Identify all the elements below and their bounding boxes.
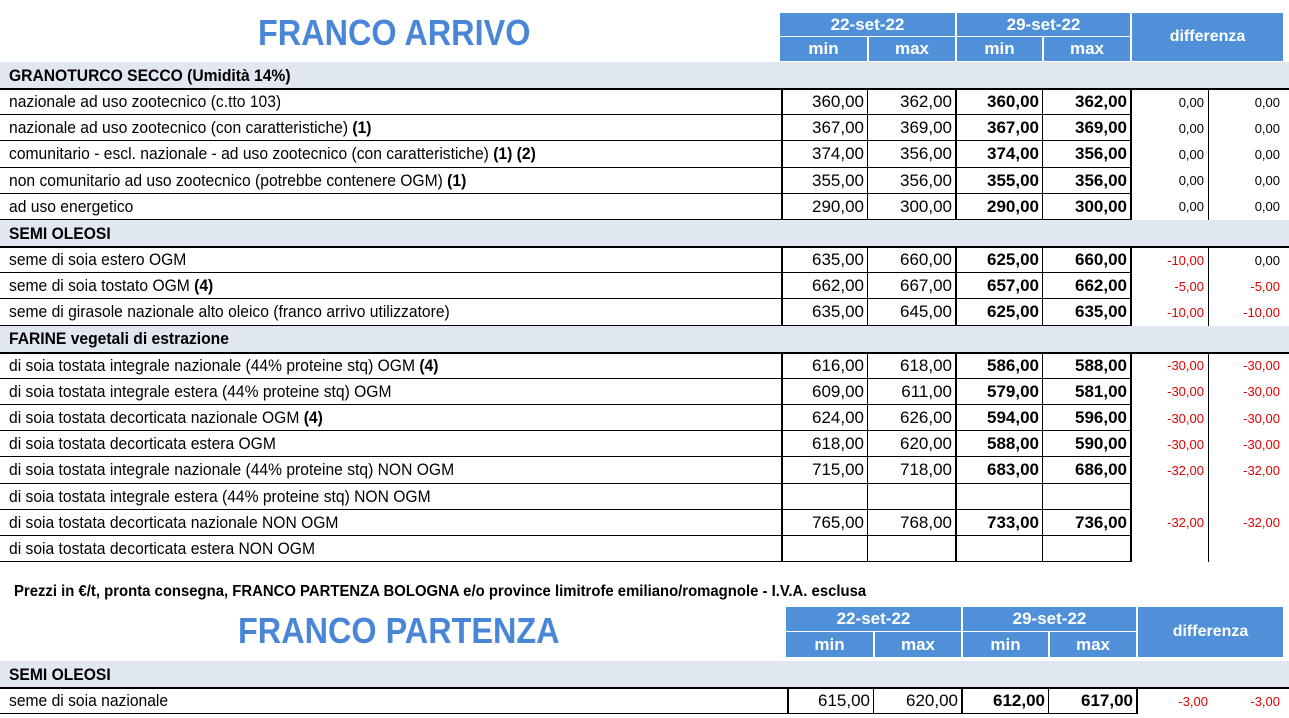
table-row bbox=[0, 688, 1289, 714]
value-diff-max: 0,00 bbox=[1254, 199, 1280, 215]
column-divider bbox=[1042, 299, 1043, 325]
value-min-curr: 594,00 bbox=[987, 408, 1039, 428]
value-max-prev bbox=[869, 484, 955, 510]
value-max-prev: 645,00 bbox=[900, 302, 952, 322]
value-max-prev: 620,00 bbox=[900, 434, 952, 454]
column-divider bbox=[955, 273, 957, 299]
value-min-curr: 290,00 bbox=[987, 196, 1039, 216]
column-divider bbox=[1042, 405, 1043, 431]
value-diff-min: -32,00 bbox=[1167, 462, 1204, 478]
row-label bbox=[9, 353, 438, 379]
value-min-prev: 715,00 bbox=[812, 460, 864, 480]
value-diff-max: -10,00 bbox=[1243, 304, 1280, 320]
value-diff-max: -30,00 bbox=[1243, 384, 1280, 400]
value-max-prev: 300,00 bbox=[900, 196, 952, 216]
value-max-prev: 626,00 bbox=[900, 408, 952, 428]
value-min-prev: 624,00 bbox=[812, 408, 864, 428]
column-divider bbox=[955, 141, 957, 167]
column-divider bbox=[1208, 405, 1209, 431]
column-divider bbox=[867, 353, 868, 379]
column-divider bbox=[955, 510, 957, 536]
column-divider bbox=[867, 405, 868, 431]
column-divider bbox=[1130, 353, 1132, 379]
value-max-prev: 369,00 bbox=[900, 118, 952, 138]
value-max-curr: 596,00 bbox=[1075, 408, 1127, 428]
value-diff-min: 0,00 bbox=[1178, 199, 1204, 215]
column-divider bbox=[867, 431, 868, 457]
value-diff-min: 0,00 bbox=[1178, 120, 1204, 136]
value-max-curr: 300,00 bbox=[1075, 196, 1127, 216]
table-row bbox=[0, 353, 1289, 379]
column-divider bbox=[1130, 379, 1132, 405]
column-divider bbox=[867, 457, 868, 483]
table-row bbox=[0, 168, 1289, 194]
column-divider bbox=[1130, 299, 1132, 325]
value-min-curr: 367,00 bbox=[987, 118, 1039, 138]
value-min-curr: 683,00 bbox=[987, 460, 1039, 480]
column-divider bbox=[1208, 89, 1209, 115]
value-min-prev: 618,00 bbox=[812, 434, 864, 454]
value-diff-min: 0,00 bbox=[1178, 173, 1204, 189]
value-max-prev: 768,00 bbox=[900, 512, 952, 532]
row-label-text: seme di soia estero OGM bbox=[9, 250, 187, 270]
value-max-prev: 611,00 bbox=[901, 381, 952, 401]
column-divider bbox=[781, 247, 783, 273]
value-diff-min: -10,00 bbox=[1167, 252, 1204, 268]
column-divider bbox=[1208, 194, 1209, 220]
row-label-text: di soia tostata integrale nazionale (44% proteine stq) OGM bbox=[9, 355, 420, 375]
column-divider bbox=[955, 405, 957, 431]
arrivo-date-2: 29-set-22 bbox=[955, 13, 1130, 37]
column-divider bbox=[1042, 457, 1043, 483]
table-row bbox=[0, 115, 1289, 141]
value-diff-min: -30,00 bbox=[1167, 410, 1204, 426]
column-divider bbox=[781, 536, 783, 562]
row-label bbox=[9, 405, 323, 431]
value-min-prev: 360,00 bbox=[812, 92, 864, 112]
column-divider bbox=[781, 141, 783, 167]
column-divider bbox=[1130, 115, 1132, 141]
column-divider bbox=[1042, 484, 1043, 510]
row-label-text: di soia tostata decorticata estera OGM bbox=[9, 434, 276, 454]
column-divider bbox=[867, 194, 868, 220]
price-note: Prezzi in €/t, pronta consegna, FRANCO PARTENZA BOLOGNA e/o province limitrofe emiliano/romagnole - I.V.A. esclusa bbox=[14, 583, 867, 600]
value-min-curr: 657,00 bbox=[987, 276, 1039, 296]
row-label-text: di soia tostata integrale estera (44% proteine stq) OGM bbox=[9, 381, 392, 401]
value-min-curr bbox=[958, 536, 1042, 562]
row-label bbox=[9, 168, 466, 194]
row-label-text: seme di soia nazionale bbox=[9, 691, 169, 710]
value-max-prev: 667,00 bbox=[900, 276, 952, 296]
value-min-prev: 615,00 bbox=[818, 691, 870, 710]
column-divider bbox=[955, 431, 957, 457]
arrivo-diff-header: differenza bbox=[1130, 13, 1283, 61]
row-label bbox=[9, 141, 536, 167]
arrivo-title: FRANCO ARRIVO bbox=[258, 12, 531, 53]
column-divider bbox=[1130, 431, 1132, 457]
partenza-min-1: min bbox=[786, 632, 873, 657]
column-divider bbox=[1208, 457, 1209, 483]
value-diff-min: -5,00 bbox=[1174, 278, 1204, 294]
column-divider bbox=[1208, 379, 1209, 405]
value-min-curr: 586,00 bbox=[987, 355, 1039, 375]
value-diff-min: -30,00 bbox=[1167, 436, 1204, 452]
value-diff-max bbox=[1210, 536, 1283, 562]
column-divider bbox=[1130, 273, 1132, 299]
value-min-prev: 290,00 bbox=[812, 196, 864, 216]
value-max-curr: 590,00 bbox=[1075, 434, 1127, 454]
arrivo-min-2: min bbox=[955, 37, 1042, 61]
value-min-prev: 635,00 bbox=[812, 250, 864, 270]
table-row bbox=[0, 431, 1289, 457]
value-diff-max: 0,00 bbox=[1254, 173, 1280, 189]
column-divider bbox=[1208, 510, 1209, 536]
value-max-curr: 635,00 bbox=[1075, 302, 1127, 322]
section-header bbox=[0, 220, 1289, 247]
value-diff-min: 0,00 bbox=[1178, 94, 1204, 110]
value-max-prev: 356,00 bbox=[900, 170, 952, 190]
column-divider bbox=[961, 688, 963, 714]
column-divider bbox=[781, 353, 783, 379]
value-diff-min: -30,00 bbox=[1167, 358, 1204, 374]
value-max-prev: 718,00 bbox=[900, 460, 952, 480]
column-divider bbox=[1048, 688, 1049, 714]
row-label-text: nazionale ad uso zootecnico (c.tto 103) bbox=[9, 92, 282, 112]
row-label bbox=[9, 431, 276, 457]
column-divider bbox=[1130, 536, 1132, 562]
value-max-prev bbox=[869, 536, 955, 562]
table-row bbox=[0, 299, 1289, 325]
column-divider bbox=[781, 510, 783, 536]
value-max-prev: 620,00 bbox=[906, 691, 958, 710]
value-min-prev: 609,00 bbox=[812, 381, 864, 401]
column-divider bbox=[873, 688, 874, 714]
value-diff-min bbox=[1132, 536, 1207, 562]
value-min-prev: 355,00 bbox=[812, 170, 864, 190]
value-max-curr: 686,00 bbox=[1075, 460, 1127, 480]
row-label-text: di soia tostata integrale estera (44% proteine stq) NON OGM bbox=[9, 486, 431, 506]
column-divider bbox=[1208, 353, 1209, 379]
section-title: SEMI OLEOSI bbox=[9, 664, 111, 684]
column-divider bbox=[867, 89, 868, 115]
row-footnote: (4) bbox=[419, 355, 439, 375]
value-max-curr: 617,00 bbox=[1081, 691, 1133, 710]
value-min-prev: 662,00 bbox=[812, 276, 864, 296]
row-label bbox=[9, 273, 213, 299]
value-min-prev: 765,00 bbox=[812, 512, 864, 532]
row-footnote: (1) bbox=[447, 170, 467, 190]
column-divider bbox=[1130, 247, 1132, 273]
column-divider bbox=[1208, 273, 1209, 299]
column-divider bbox=[1042, 168, 1043, 194]
partenza-max-1: max bbox=[873, 632, 961, 657]
row-label-text: di soia tostata integrale nazionale (44% proteine stq) NON OGM bbox=[9, 460, 455, 480]
column-divider bbox=[1042, 115, 1043, 141]
value-max-curr bbox=[1044, 536, 1130, 562]
table-row bbox=[0, 484, 1289, 510]
section-title: FARINE vegetali di estrazione bbox=[9, 329, 229, 349]
value-min-prev: 616,00 bbox=[812, 355, 864, 375]
column-divider bbox=[1208, 484, 1209, 510]
value-max-curr: 581,00 bbox=[1075, 381, 1127, 401]
value-diff-max: -30,00 bbox=[1243, 358, 1280, 374]
value-diff-min: 0,00 bbox=[1178, 146, 1204, 162]
table-row bbox=[0, 457, 1289, 483]
arrivo-max-1: max bbox=[867, 37, 955, 61]
column-divider bbox=[955, 379, 957, 405]
value-diff-max: 0,00 bbox=[1254, 146, 1280, 162]
column-divider bbox=[1208, 247, 1209, 273]
table-row bbox=[0, 379, 1289, 405]
row-label bbox=[9, 247, 186, 273]
column-divider bbox=[781, 405, 783, 431]
value-max-prev: 618,00 bbox=[900, 355, 952, 375]
column-divider bbox=[1042, 379, 1043, 405]
column-divider bbox=[781, 299, 783, 325]
value-diff-min bbox=[1132, 484, 1207, 510]
column-divider bbox=[1208, 115, 1209, 141]
column-divider bbox=[1208, 299, 1209, 325]
row-label bbox=[9, 115, 372, 141]
column-divider bbox=[781, 484, 783, 510]
arrivo-date-1: 22-set-22 bbox=[780, 13, 955, 37]
row-label-text: di soia tostata decorticata nazionale OGM bbox=[9, 408, 304, 428]
value-diff-max: 0,00 bbox=[1254, 252, 1280, 268]
value-max-curr: 588,00 bbox=[1075, 355, 1127, 375]
table-row bbox=[0, 141, 1289, 167]
column-divider bbox=[1130, 89, 1132, 115]
column-divider bbox=[955, 194, 957, 220]
row-label-text: nazionale ad uso zootecnico (con caratteristiche) bbox=[9, 118, 353, 138]
row-footnote: (1) bbox=[352, 118, 372, 138]
table-row bbox=[0, 89, 1289, 115]
column-divider bbox=[955, 89, 957, 115]
value-min-prev: 374,00 bbox=[812, 144, 864, 164]
section-header bbox=[0, 326, 1289, 353]
partenza-diff-header: differenza bbox=[1136, 607, 1283, 657]
value-diff-max: -3,00 bbox=[1250, 693, 1280, 709]
section-header bbox=[0, 661, 1289, 688]
column-divider bbox=[867, 299, 868, 325]
column-divider bbox=[1130, 510, 1132, 536]
value-min-curr bbox=[958, 484, 1042, 510]
value-diff-max bbox=[1210, 484, 1283, 510]
value-diff-max: -5,00 bbox=[1250, 278, 1280, 294]
column-divider bbox=[781, 431, 783, 457]
column-divider bbox=[1042, 510, 1043, 536]
column-divider bbox=[867, 115, 868, 141]
column-divider bbox=[1130, 484, 1132, 510]
table-row bbox=[0, 194, 1289, 220]
value-max-curr: 660,00 bbox=[1075, 250, 1127, 270]
column-divider bbox=[867, 247, 868, 273]
value-min-curr: 733,00 bbox=[987, 512, 1039, 532]
partenza-date-2: 29-set-22 bbox=[961, 607, 1136, 632]
value-max-curr: 369,00 bbox=[1075, 118, 1127, 138]
column-divider bbox=[955, 484, 957, 510]
column-divider bbox=[1042, 141, 1043, 167]
value-diff-max: 0,00 bbox=[1254, 120, 1280, 136]
row-divider bbox=[0, 713, 1136, 714]
row-footnote: (1) (2) bbox=[493, 144, 536, 164]
column-divider bbox=[1042, 89, 1043, 115]
column-divider bbox=[781, 273, 783, 299]
column-divider bbox=[867, 484, 868, 510]
value-max-curr bbox=[1044, 484, 1130, 510]
value-diff-max: -30,00 bbox=[1243, 410, 1280, 426]
value-max-prev: 356,00 bbox=[900, 144, 952, 164]
partenza-title: FRANCO PARTENZA bbox=[238, 610, 560, 651]
column-divider bbox=[1208, 141, 1209, 167]
row-label bbox=[9, 510, 338, 536]
value-min-curr: 625,00 bbox=[987, 250, 1039, 270]
partenza-max-2: max bbox=[1048, 632, 1136, 657]
value-max-curr: 356,00 bbox=[1075, 170, 1127, 190]
row-label-text: seme di soia tostato OGM bbox=[9, 276, 195, 296]
column-divider bbox=[867, 536, 868, 562]
column-divider bbox=[867, 141, 868, 167]
row-label bbox=[9, 484, 431, 510]
value-min-prev bbox=[783, 536, 867, 562]
table-row bbox=[0, 273, 1289, 299]
value-max-curr: 662,00 bbox=[1075, 276, 1127, 296]
row-label bbox=[9, 688, 168, 714]
row-label bbox=[9, 194, 133, 220]
column-divider bbox=[781, 194, 783, 220]
column-divider bbox=[1042, 536, 1043, 562]
row-divider bbox=[0, 561, 1130, 562]
column-divider bbox=[955, 353, 957, 379]
value-min-curr: 355,00 bbox=[987, 170, 1039, 190]
column-divider bbox=[781, 457, 783, 483]
row-label-text: non comunitario ad uso zootecnico (potrebbe contenere OGM) bbox=[9, 170, 448, 190]
value-max-curr: 736,00 bbox=[1075, 512, 1127, 532]
column-divider bbox=[867, 168, 868, 194]
column-divider bbox=[955, 457, 957, 483]
column-divider bbox=[787, 688, 789, 714]
column-divider bbox=[867, 273, 868, 299]
value-diff-min: -3,00 bbox=[1178, 693, 1208, 709]
value-min-curr: 625,00 bbox=[987, 302, 1039, 322]
arrivo-min-1: min bbox=[780, 37, 867, 61]
column-divider bbox=[781, 379, 783, 405]
column-divider bbox=[1136, 688, 1138, 714]
row-label-text: di soia tostata decorticata nazionale NON OGM bbox=[9, 512, 339, 532]
column-divider bbox=[1130, 141, 1132, 167]
column-divider bbox=[1208, 536, 1209, 562]
value-min-prev: 367,00 bbox=[812, 118, 864, 138]
value-diff-max: -32,00 bbox=[1243, 515, 1280, 531]
column-divider bbox=[1042, 194, 1043, 220]
row-label-text: seme di girasole nazionale alto oleico (franco arrivo utilizzatore) bbox=[9, 302, 450, 322]
column-divider bbox=[781, 168, 783, 194]
value-min-curr: 374,00 bbox=[987, 144, 1039, 164]
value-diff-max: -32,00 bbox=[1243, 462, 1280, 478]
value-max-prev: 362,00 bbox=[900, 92, 952, 112]
column-divider bbox=[1130, 457, 1132, 483]
arrivo-max-2: max bbox=[1042, 37, 1130, 61]
table-row bbox=[0, 247, 1289, 273]
value-diff-min: -30,00 bbox=[1167, 384, 1204, 400]
value-min-curr: 612,00 bbox=[993, 691, 1045, 710]
value-diff-max: -30,00 bbox=[1243, 436, 1280, 452]
row-label bbox=[9, 89, 281, 115]
value-max-curr: 356,00 bbox=[1075, 144, 1127, 164]
value-min-curr: 588,00 bbox=[987, 434, 1039, 454]
row-footnote: (4) bbox=[194, 276, 214, 296]
table-row bbox=[0, 510, 1289, 536]
column-divider bbox=[867, 510, 868, 536]
column-divider bbox=[781, 89, 783, 115]
row-label bbox=[9, 536, 315, 562]
section-title: SEMI OLEOSI bbox=[9, 223, 111, 243]
table-row bbox=[0, 536, 1289, 562]
column-divider bbox=[867, 379, 868, 405]
value-diff-max: 0,00 bbox=[1254, 94, 1280, 110]
partenza-date-1: 22-set-22 bbox=[786, 607, 961, 632]
table-row bbox=[0, 405, 1289, 431]
column-divider bbox=[955, 168, 957, 194]
value-min-prev bbox=[783, 484, 867, 510]
column-divider bbox=[1130, 405, 1132, 431]
row-label bbox=[9, 299, 450, 325]
column-divider bbox=[1130, 168, 1132, 194]
partenza-min-2: min bbox=[961, 632, 1048, 657]
value-max-prev: 660,00 bbox=[900, 250, 952, 270]
column-divider bbox=[1042, 273, 1043, 299]
column-divider bbox=[781, 115, 783, 141]
column-divider bbox=[955, 115, 957, 141]
row-label-text: comunitario - escl. nazionale - ad uso zootecnico (con caratteristiche) bbox=[9, 144, 494, 164]
section-header bbox=[0, 62, 1289, 89]
value-diff-min: -32,00 bbox=[1167, 515, 1204, 531]
value-min-curr: 360,00 bbox=[987, 92, 1039, 112]
column-divider bbox=[1042, 247, 1043, 273]
column-divider bbox=[1042, 353, 1043, 379]
section-title: GRANOTURCO SECCO (Umidità 14%) bbox=[9, 65, 291, 85]
column-divider bbox=[1208, 431, 1209, 457]
value-max-curr: 362,00 bbox=[1075, 92, 1127, 112]
column-divider bbox=[955, 247, 957, 273]
column-divider bbox=[1208, 168, 1209, 194]
column-divider bbox=[955, 299, 957, 325]
column-divider bbox=[1130, 194, 1132, 220]
value-min-curr: 579,00 bbox=[987, 381, 1039, 401]
value-min-prev: 635,00 bbox=[812, 302, 864, 322]
row-label bbox=[9, 379, 392, 405]
row-label-text: ad uso energetico bbox=[9, 196, 134, 216]
row-footnote: (4) bbox=[303, 408, 323, 428]
value-diff-min: -10,00 bbox=[1167, 304, 1204, 320]
column-divider bbox=[955, 536, 957, 562]
row-label bbox=[9, 457, 454, 483]
row-label-text: di soia tostata decorticata estera NON OGM bbox=[9, 539, 315, 559]
column-divider bbox=[1042, 431, 1043, 457]
